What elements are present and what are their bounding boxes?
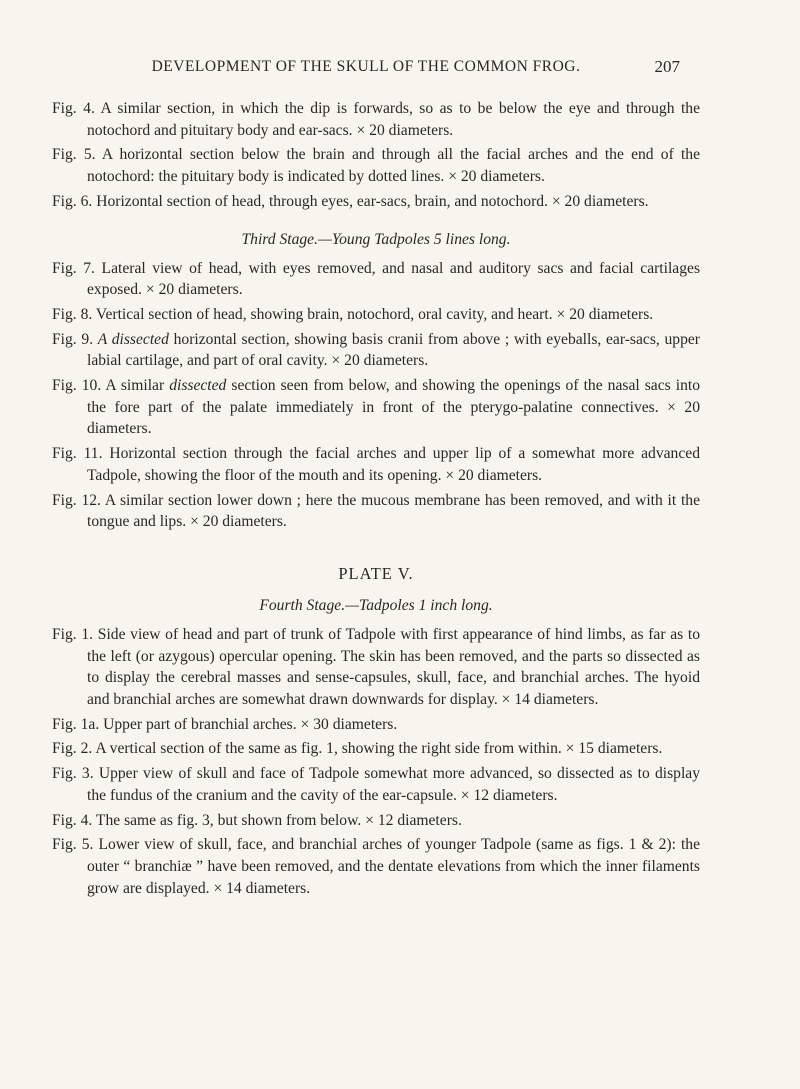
figure-label: Fig. 10. [52, 377, 102, 395]
figure-caption [52, 443, 700, 486]
figure-label: Fig. 1. [52, 625, 94, 643]
figure-caption-text: Lateral view of head, with eyes removed, and nasal and auditory sacs and facial cartilages exposed. × 20 diameters. [87, 259, 701, 299]
figure-caption [52, 624, 700, 711]
figure-caption-text: horizontal section, showing basis cranii from above ; with eyeballs, ear-sacs, upper labial cartilage, and part of oral cavity. × 20 diameters. [87, 330, 700, 370]
figure-caption [52, 98, 700, 141]
stage-heading: Third Stage.—Young Tadpoles 5 lines long. [241, 230, 511, 248]
figure-caption-text: section seen from below, and showing the openings of the nasal sacs into the fore part of the palate immediately in front of the pterygo-palatine connectives. × 20 diameters. [87, 377, 700, 438]
figure-caption [52, 258, 700, 301]
figure-caption [52, 375, 700, 440]
figure-label: Fig. 3. [52, 765, 94, 783]
figure-label: Fig. 7. [52, 259, 95, 277]
figure-caption [52, 810, 700, 832]
figure-caption-text: A similar section, in which the dip is forwards, so as to be below the eye and through the notochord and pituitary body and ear-sacs. × 20 diameters. [87, 100, 701, 139]
page-body [52, 98, 700, 902]
plate-heading: PLATE V. [338, 563, 414, 583]
figure-caption-text: A vertical section of the same as fig. 1, showing the right side from within. × 15 diameters. [95, 740, 663, 758]
figure-caption [52, 490, 700, 533]
figure-caption-text: Side view of head and part of trunk of Tadpole with first appearance of hind limbs, as far as to the left (or azygous) opercular opening. The skin has been removed, and the parts so dissected as to display the cerebral masses and sense-capsules, skull, face, and branchial arches. The hyoid and branchial arches are somewhat drawn downwards for display. × 14 diameters. [87, 625, 701, 709]
figure-label: Fig. 2. [52, 740, 93, 758]
figure-caption-text: Horizontal section of head, through eyes, ear-sacs, brain, and notochord. × 20 diameters. [96, 192, 649, 210]
figure-label: Fig. 5. [52, 836, 94, 854]
figure-label: Fig. 4. [52, 100, 95, 117]
figure-caption-text: A similar section lower down ; here the mucous membrane has been removed, and with it the tongue and lips. × 20 diameters. [87, 491, 701, 531]
figure-caption-text: The same as fig. 3, but shown from below. × 12 diameters. [95, 811, 462, 829]
figure-caption [52, 144, 700, 187]
figure-label: Fig. 5. [52, 146, 96, 164]
figure-caption [52, 834, 700, 899]
figure-caption-italic: A dissected [97, 330, 169, 348]
figure-label: Fig. 9. [52, 330, 94, 348]
figure-caption [52, 763, 700, 806]
figure-caption [52, 304, 700, 326]
figure-caption-italic: dissected [169, 377, 227, 395]
running-title: DEVELOPMENT OF THE SKULL OF THE COMMON FROG. [151, 58, 581, 75]
figure-label: Fig. 1a. [52, 715, 100, 733]
figure-caption-text: Upper part of branchial arches. × 30 diameters. [103, 715, 398, 733]
figure-caption-text: Upper view of skull and face of Tadpole somewhat more advanced, so dissected as to display the fundus of the cranium and the cavity of the ear-capsule. × 12 diameters. [87, 765, 700, 804]
figure-label: Fig. 6. [52, 192, 93, 210]
figure-caption [52, 738, 700, 760]
figure-caption-text: A horizontal section below the brain and through all the facial arches and the end of the notochord: the pituitary body is indicated by dotted lines. × 20 diameters. [87, 146, 700, 186]
figure-caption [52, 329, 700, 372]
figure-label: Fig. 11. [52, 445, 103, 463]
figure-caption-text: Horizontal section through the facial arches and upper lip of a somewhat more advanced Tadpole, showing the floor of the mouth and its opening. × 20 diameters. [87, 445, 700, 484]
figure-caption [52, 191, 700, 213]
figure-caption-text: Lower view of skull, face, and branchial arches of younger Tadpole (same as figs. 1 & 2): the outer “ branchiæ ” have been removed, and the dentate elevations from which the inner filaments grow are displayed. × 14 diameters. [87, 836, 700, 897]
figure-label: Fig. 4. [52, 811, 93, 829]
figure-caption-text: Vertical section of head, showing brain, notochord, oral cavity, and heart. × 20 diameters. [95, 305, 654, 323]
figure-label: Fig. 12. [52, 491, 101, 509]
stage-heading: Fourth Stage.—Tadpoles 1 inch long. [259, 596, 493, 614]
figure-caption [52, 714, 700, 736]
page-number: 207 [654, 57, 680, 76]
figure-label: Fig. 8. [52, 305, 93, 323]
figure-caption-text: A similar [105, 377, 170, 395]
